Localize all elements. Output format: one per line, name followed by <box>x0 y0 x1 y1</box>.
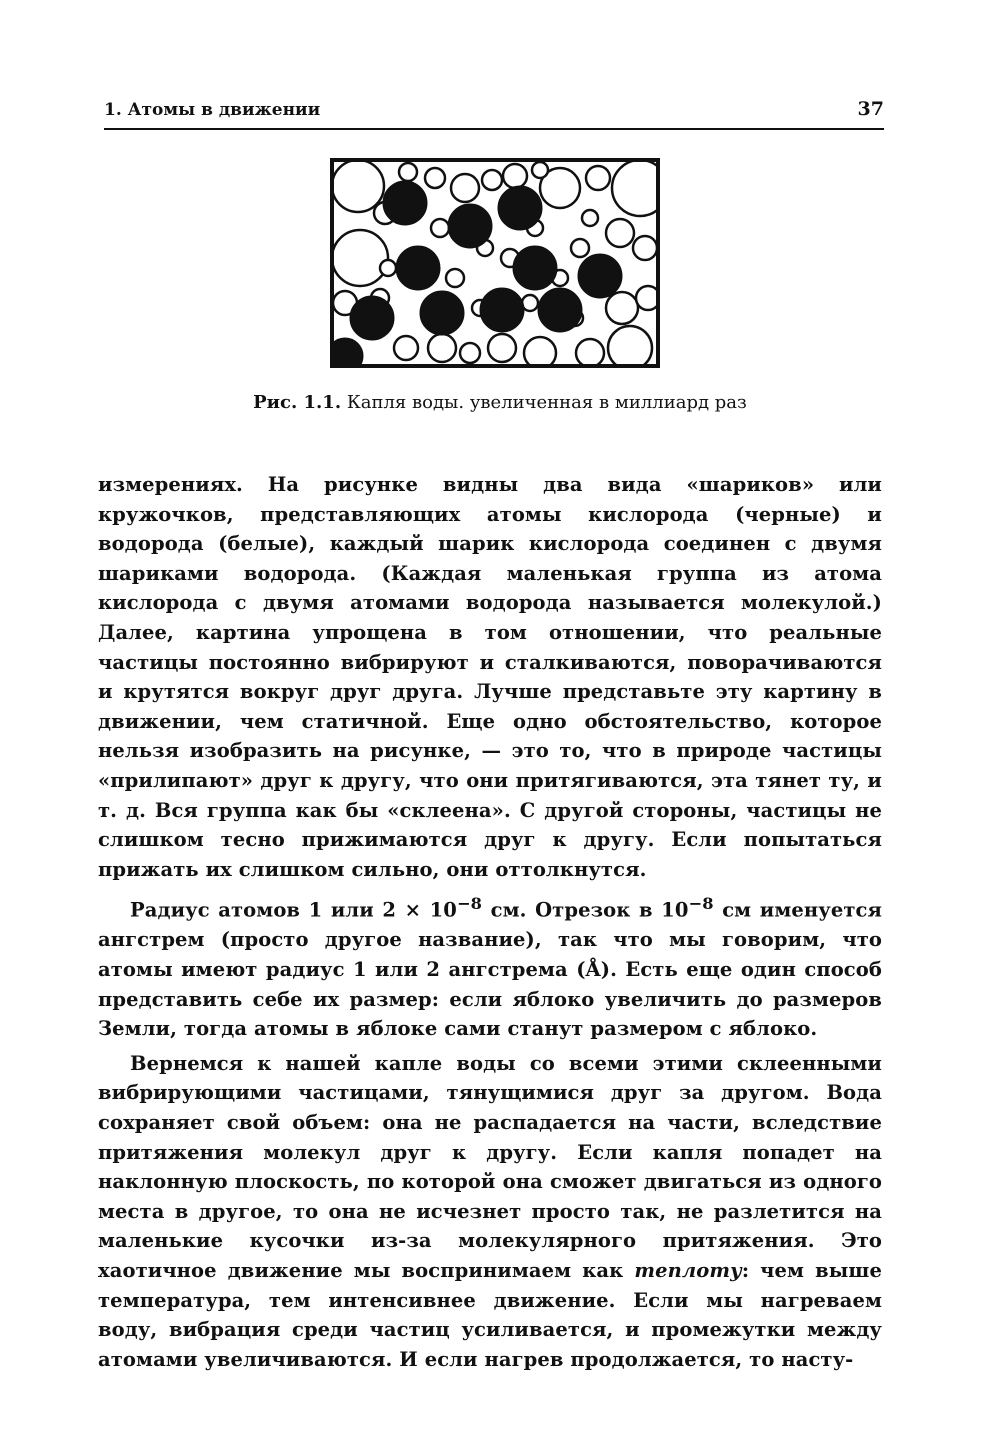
hydrogen-atom <box>633 236 657 260</box>
p3-part-a: Вернемся к нашей капле воды со всеми этими склеенными вибрирующими частицами, тянущимися друг за другом. Вода сохраняет свой объем: она не распадается на части, вследствие притяжения молекул друг к другу. Если капля попадет на наклонную плоскость, по которой она сможет двигаться из одного места в другое, то она не исчезнет просто так, не разлетится на маленькие кусочки из-за молекулярного притяжения. Это хаотичное движение мы воспринимаем как <box>98 1051 882 1282</box>
hydrogen-atom <box>394 336 418 360</box>
p2-exponent-2: −8 <box>688 894 714 914</box>
oxygen-atom <box>513 246 557 290</box>
oxygen-atom <box>578 254 622 298</box>
oxygen-atom <box>350 296 394 340</box>
hydrogen-atom <box>446 269 464 287</box>
hydrogen-atom <box>451 174 479 202</box>
hydrogen-atom <box>532 162 548 178</box>
oxygen-atom <box>448 204 492 248</box>
p3-part-b: : чем выше температура, тем интенсивнее движение. Если мы нагреваем воду, вибрация среди частиц усиливается, и промежутки между атомами увеличиваются. И если нагрев продолжается, то насту- <box>98 1258 882 1371</box>
hydrogen-atom <box>380 260 396 276</box>
hydrogen-atom <box>612 160 660 216</box>
oxygen-atom <box>420 291 464 335</box>
hydrogen-atom <box>606 219 634 247</box>
hydrogen-atom <box>482 170 502 190</box>
hydrogen-atom <box>582 210 598 226</box>
hydrogen-atom <box>332 230 388 286</box>
hydrogen-atom <box>332 160 384 212</box>
hydrogen-atom <box>576 339 604 367</box>
oxygen-atom <box>383 181 427 225</box>
p2-exponent-1: −8 <box>456 894 483 914</box>
hydrogen-atom <box>460 343 480 363</box>
water-drop-figure <box>330 158 660 368</box>
paragraph-1: измерениях. На рисунке видны два вида «шариков» или кружочков, представляющих атомы кислорода (черные) и водорода (белые), каждый шарик кислорода соединен с двумя шариками водорода. (Каждая маленькая группа из атома кислорода с двумя атомами водорода называется молекулой.) Далее, картина упрощена в том отношении, что реальные частицы постоянно вибрируют и сталкиваются, поворачиваются и крутятся вокруг друг друга. Лучше представьте эту картину в движении, чем статичной. Еще одно обстоятельство, которое нельзя изобразить на рисунке, — это то, что в природе частицы «прилипают» друг к другу, что они притягиваются, эта тянет ту, и т. д. Вся группа как бы «склеена». С другой стороны, частицы не слишком тесно прижимаются друг к другу. Если попытаться прижать их слишком сильно, они оттолкнутся. <box>98 473 882 881</box>
hydrogen-atom <box>428 334 456 362</box>
p2-part-c: см именуется ангстрем (просто другое название), так что мы говорим, что атомы имеют радиус 1 или 2 ангстрема (Å). Есть еще один способ представить себе их размер: если яблоко увеличить до размеров Земли, тогда атомы в яблоке сами станут размером с яблоко. <box>98 898 882 1041</box>
paragraph-3 <box>98 1049 882 1375</box>
oxygen-atom <box>330 338 363 368</box>
hydrogen-atom <box>524 337 556 368</box>
oxygen-atom <box>480 288 524 332</box>
molecule-illustration <box>330 158 660 368</box>
hydrogen-atom <box>488 334 516 362</box>
hydrogen-atom <box>431 219 449 237</box>
hydrogen-atom <box>606 292 638 324</box>
hydrogen-atom <box>503 164 527 188</box>
p2-part-a: Радиус атомов 1 или 2 × 10 <box>130 898 457 922</box>
p2-part-b: см. Отрезок в 10 <box>482 898 689 922</box>
hydrogen-atom <box>586 166 610 190</box>
figure-caption <box>100 392 900 413</box>
oxygen-atom <box>396 246 440 290</box>
hydrogen-atom <box>399 163 417 181</box>
oxygen-atom <box>538 288 582 332</box>
caption-text: Капля воды. увеличенная в миллиард раз <box>341 392 747 413</box>
p3-emphasis: теплоту <box>634 1258 742 1282</box>
hydrogen-atom <box>571 239 589 257</box>
running-title: 1. Атомы в движении <box>104 100 321 120</box>
page-number: 37 <box>857 98 884 120</box>
body-text <box>98 470 882 1374</box>
caption-label: Рис. 1.1. <box>253 392 342 413</box>
page-header <box>104 96 884 130</box>
oxygen-atom <box>498 186 542 230</box>
hydrogen-atom <box>608 326 652 368</box>
paragraph-2 <box>98 889 882 1043</box>
hydrogen-atom <box>425 168 445 188</box>
